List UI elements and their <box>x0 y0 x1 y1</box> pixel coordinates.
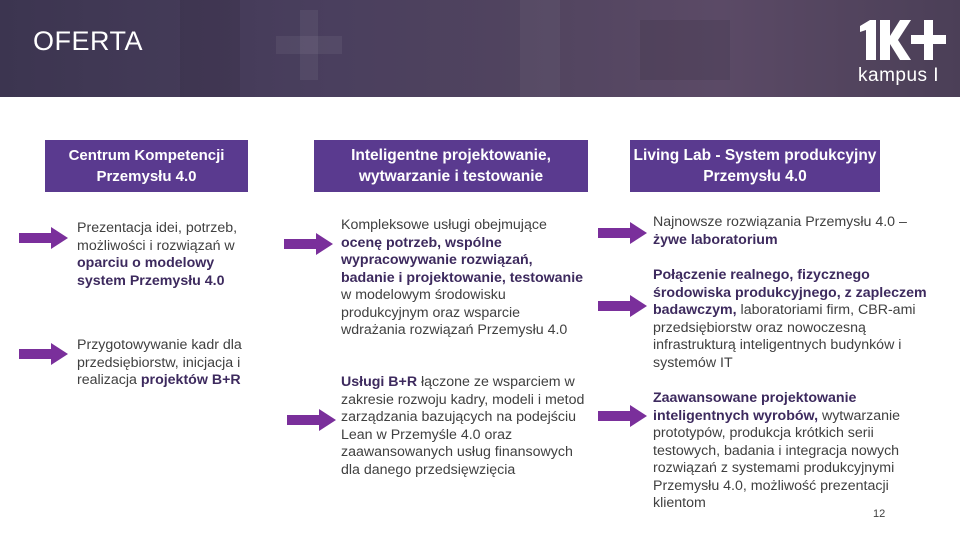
arrow-right-icon <box>598 294 648 318</box>
offer-description <box>653 267 938 372</box>
arrow-right-icon <box>284 232 334 256</box>
body-text: Przygotowywanie kadr dla przedsiębiorstw, inicjacja i realizacja <box>77 337 242 388</box>
offer-description <box>341 374 591 479</box>
arrow-right-icon <box>19 226 69 250</box>
emphasized-text: Zaawansowane projektowanie inteligentnych wyrobów, <box>653 390 857 424</box>
body-text: Najnowsze rozwiązania Przemysłu 4.0 – <box>653 214 907 230</box>
offer-description <box>653 390 938 513</box>
offer-description <box>77 337 247 390</box>
logo-mark-icon <box>858 18 946 62</box>
page-number: 12 <box>873 508 886 520</box>
offer-description <box>653 214 933 249</box>
body-text: laboratoriami firm, CBR-ami przedsiębiorstw oraz nowoczesną infrastrukturą inteligentnych budynków i systemów IT <box>653 302 916 371</box>
arrow-right-icon <box>19 342 69 366</box>
body-text: wytwarzanie prototypów, produkcja krótkich serii testowych, badania i integracja nowych rozwiązań z systemami produkcyjnymi Przemysłu 4.0, możliwość prezentacji klientom <box>653 407 901 511</box>
offer-description <box>77 220 247 290</box>
banner-decoration <box>640 20 730 80</box>
banner-decoration <box>276 36 342 54</box>
arrow-right-icon <box>598 221 648 245</box>
emphasized-text: Usługi B+R <box>341 374 418 390</box>
emphasized-text: ocenę potrzeb, wspólne wypracowywanie rozwiązań, badanie i projektowanie, testowanie <box>341 234 584 286</box>
emphasized-text: oparciu o modelowy system Przemysłu 4.0 <box>77 255 225 289</box>
emphasized-text: projektów B+R <box>140 372 241 388</box>
page-title: OFERTA <box>33 26 144 56</box>
banner-decoration <box>180 0 240 97</box>
column-header-intelligent-design: Inteligentne projektowanie, wytwarzanie i testowanie <box>314 140 588 192</box>
body-text: łączone ze wsparciem w zakresie rozwoju kadry, modeli i metod zarządzania bazujących na podejściu Lean w Przemyśle 4.0 oraz zaawansowanych usług finansowych dla danego przedsięwzięcia <box>341 374 585 478</box>
body-text: Prezentacja idei, potrzeb, możliwości i rozwiązań w <box>77 220 238 254</box>
emphasized-text: Połączenie realnego, fizycznego środowiska produkcyjnego, z zapleczem badawczym, <box>653 267 927 318</box>
offer-description <box>341 217 586 340</box>
logo-text: kampus I <box>858 65 940 86</box>
emphasized-text: żywe laboratorium <box>653 231 778 248</box>
column-header-living-lab: Living Lab - System produkcyjny Przemysłu 4.0 <box>630 140 880 192</box>
banner-decoration <box>520 0 560 97</box>
kampus-logo <box>852 18 947 92</box>
column-header-competence-center: Centrum Kompetencji Przemysłu 4.0 <box>45 140 248 192</box>
header-banner <box>0 0 960 97</box>
body-text: Kompleksowe usługi obejmujące <box>341 217 547 233</box>
arrow-right-icon <box>598 404 648 428</box>
body-text: w modelowym środowisku produkcyjnym oraz wsparcie wdrażania rozwiązań Przemysłu 4.0 <box>341 287 568 338</box>
arrow-right-icon <box>287 408 337 432</box>
